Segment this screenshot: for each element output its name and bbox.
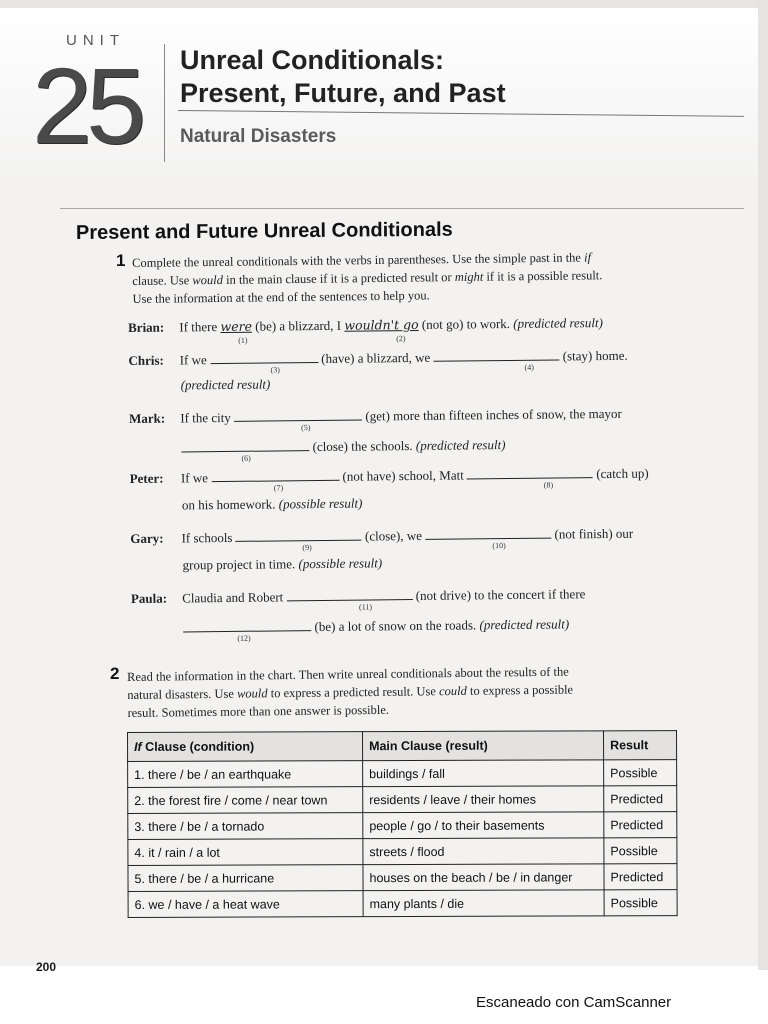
table-row (128, 812, 677, 840)
blank-number: (9) (302, 543, 312, 553)
dialogue-line-gary-cont: group project in time. (possible result) (182, 555, 383, 573)
table-header-row (128, 731, 677, 762)
dialogue-line-chris-cont: (predicted result) (180, 376, 271, 393)
blank-8[interactable] (467, 463, 593, 479)
blank-number: (8) (543, 480, 554, 490)
dialogue-line-gary: Gary: If schools (close), we (not finish) our (9) (10) (130, 522, 690, 558)
speaker-paula: Paula: (130, 590, 168, 606)
blank-3[interactable] (210, 348, 318, 364)
column-header-main-clause: Main Clause (result) (363, 731, 604, 761)
column-header-result: Result (603, 731, 676, 760)
blank-5[interactable] (234, 406, 362, 422)
blank-number: (4) (524, 362, 534, 372)
speaker-mark: Mark: (128, 410, 166, 426)
answer-1: were (220, 318, 253, 335)
blank-number: (10) (492, 541, 506, 551)
dialogue-line-paula-cont: (be) a lot of snow on the roads. (predicted result) (12) (131, 612, 691, 648)
dialogue-line-peter-cont: on his homework. (possible result) (181, 495, 363, 513)
main-clause-cell: buildings / fall (363, 760, 604, 787)
blank-number: (1) (238, 335, 248, 345)
blank-number: (3) (270, 365, 280, 375)
unit-number: 25 (32, 45, 141, 166)
blank-number: (5) (301, 423, 311, 433)
page-edge-shadow (758, 0, 768, 970)
result-cell: Possible (604, 838, 677, 864)
blank-number: (12) (237, 633, 251, 643)
section-divider (60, 208, 744, 209)
exercise-2-instructions: Read the information in the chart. Then write unreal conditionals about the results of the natural disasters. Use would to express a predicted result. Use could to express a possible result. Sometimes more than one answer is possible. (127, 664, 574, 720)
main-clause-cell: many plants / die (363, 890, 604, 917)
blank-number: (11) (358, 602, 373, 612)
table-row (128, 786, 677, 814)
result-cell: Predicted (604, 864, 677, 890)
blank-6[interactable] (181, 436, 309, 452)
dialogue-line-chris: Chris: If we (have) a blizzard, we (stay) home. (3) (4) (128, 344, 688, 378)
column-header-if-clause: If Clause (condition) (128, 732, 363, 762)
header-divider (164, 44, 165, 162)
exercise-1-instructions: Complete the unreal conditionals with the verbs in parentheses. Use the simple past in the if clause. Use would in the main clause if it is a predicted result or might if it is a possible result. Use the information at the end of the sentences to help you. (132, 250, 603, 306)
table-row (128, 890, 677, 918)
dialogue-line-paula: Paula: Claudia and Robert (not drive) to the concert if there (11) (130, 586, 586, 612)
speaker-gary: Gary: (130, 530, 164, 546)
if-clause-cell: 5. there / be / a hurricane (128, 865, 363, 892)
dialogue-line-mark-cont: (close) the schools. (predicted result) (6) (129, 432, 689, 468)
dialogue-line-mark: Mark: If the city (get) more than fifteen inches of snow, the mayor (5) (128, 405, 622, 433)
result-cell: Predicted (604, 786, 677, 812)
exercise-1-number: 1 (116, 251, 126, 270)
blank-12[interactable] (183, 616, 311, 632)
section-title: Present and Future Unreal Conditionals (75, 218, 453, 244)
result-cell: Predicted (604, 812, 677, 838)
main-clause-cell: houses on the beach / be / in danger (363, 864, 604, 891)
dialogue (128, 314, 691, 648)
exercise-2-number: 2 (110, 664, 120, 683)
table-row (128, 760, 677, 788)
if-clause-cell: 6. we / have / a heat wave (128, 891, 363, 918)
blank-7[interactable] (211, 466, 339, 482)
main-clause-cell: residents / leave / their homes (363, 786, 604, 813)
blank-10[interactable] (425, 524, 551, 540)
dialogue-line-peter: Peter: If we (not have) school, Matt (catch up) (7) (8) (130, 462, 690, 498)
blank-number: (6) (241, 453, 251, 463)
if-clause-cell: 3. there / be / a tornado (128, 813, 363, 840)
table-row (128, 864, 677, 892)
page-number: 200 (36, 960, 57, 974)
if-clause-cell: 1. there / be / an earthquake (128, 761, 363, 788)
disaster-chart (127, 730, 678, 918)
blank-number: (7) (273, 483, 284, 493)
blank-11[interactable] (286, 585, 412, 601)
result-cell: Possible (604, 760, 677, 786)
main-clause-cell: streets / flood (363, 838, 604, 865)
blank-number: (2) (396, 334, 406, 344)
blank-9[interactable] (236, 526, 362, 542)
answer-2: wouldn't go (344, 316, 419, 333)
dialogue-line-brian: Brian: If there were (be) a blizzard, I wouldn't go (not go) to work. (predicted result) (1) (2) (128, 315, 603, 345)
result-cell: Possible (604, 890, 677, 916)
table-row (128, 838, 677, 866)
speaker-chris: Chris: (128, 352, 164, 368)
if-clause-cell: 2. the forest fire / come / near town (128, 787, 363, 814)
main-clause-cell: people / go / to their basements (363, 812, 604, 839)
if-clause-cell: 4. it / rain / a lot (128, 839, 363, 866)
unit-label: UNIT (66, 32, 125, 49)
textbook-page (0, 8, 760, 974)
unit-title: Unreal Conditionals: Present, Future, and Past (180, 45, 506, 108)
blank-4[interactable] (433, 345, 559, 361)
page-top-edge (0, 0, 768, 8)
unit-subtitle: Natural Disasters (180, 126, 337, 147)
speaker-peter: Peter: (129, 470, 164, 486)
scanner-watermark: Escaneado con CamScanner (476, 994, 672, 1011)
speaker-brian: Brian: (128, 319, 165, 335)
